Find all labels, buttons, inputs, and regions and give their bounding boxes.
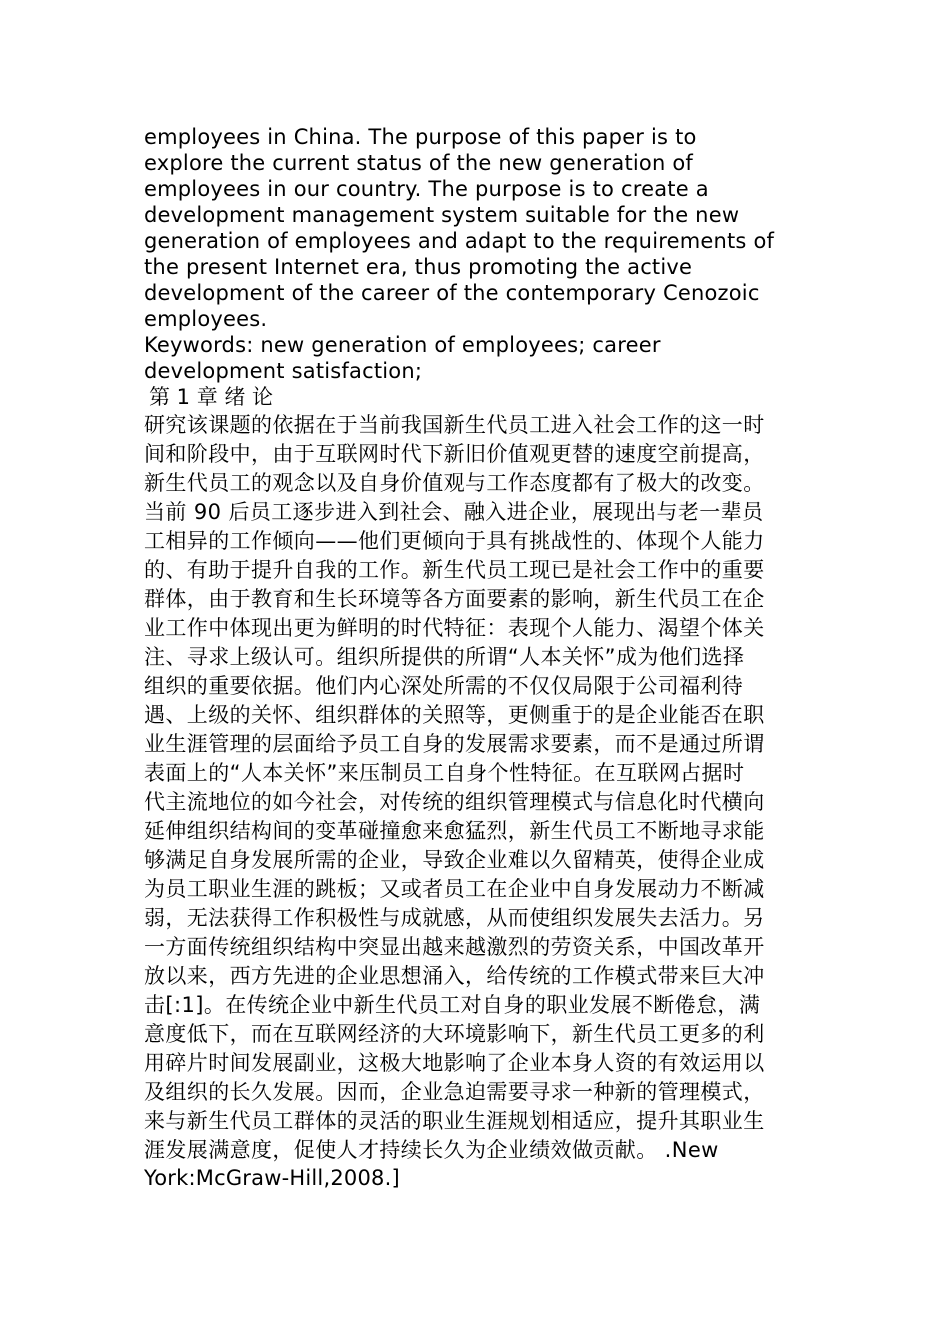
abstract-paragraph — [144, 124, 809, 332]
abstract-line: development of the career of the contemporary Cenozoic — [144, 281, 760, 305]
body-line: 用碎片时间发展副业，这极大地影响了企业本身人资的有效运用以 — [144, 1051, 765, 1075]
body-line: 击[:1]。在传统企业中新生代员工对自身的职业发展不断倦怠，满 — [144, 993, 761, 1017]
body-line: 表面上的“人本关怀”来压制员工自身个性特征。在互联网占据时 — [144, 761, 745, 785]
abstract-line: generation of employees and adapt to the requirements of — [144, 229, 775, 253]
page-content — [144, 124, 809, 1191]
body-line: 间和阶段中，由于互联网时代下新旧价值观更替的速度空前提高， — [144, 442, 765, 466]
body-line: 新生代员工的观念以及自身价值观与工作态度都有了极大的改变。 — [144, 471, 765, 495]
body-line: 及组织的长久发展。因而，企业急迫需要寻求一种新的管理模式， — [144, 1080, 765, 1104]
keywords-line: development satisfaction; — [144, 359, 423, 383]
chapter-heading: 第 1 章 绪 论 — [149, 385, 274, 409]
body-line: 工相异的工作倾向——他们更倾向于具有挑战性的、体现个人能力 — [144, 529, 765, 553]
keywords-paragraph — [144, 332, 809, 384]
body-line: 的、有助于提升自我的工作。新生代员工现已是社会工作中的重要 — [144, 558, 765, 582]
abstract-line: employees. — [144, 307, 268, 331]
body-line: 组织的重要依据。他们内心深处所需的不仅仅局限于公司福利待 — [144, 674, 744, 698]
body-line: 为员工职业生涯的跳板；又或者员工在企业中自身发展动力不断减 — [144, 877, 765, 901]
abstract-line: explore the current status of the new generation of — [144, 151, 693, 175]
abstract-line: employees in China. The purpose of this paper is to — [144, 125, 697, 149]
body-line: 业工作中体现出更为鲜明的时代特征：表现个人能力、渴望个体关 — [144, 616, 765, 640]
body-line: 代主流地位的如今社会，对传统的组织管理模式与信息化时代横向 — [144, 790, 765, 814]
body-line: 群体，由于教育和生长环境等各方面要素的影响，新生代员工在企 — [144, 587, 765, 611]
body-line: 遇、上级的关怀、组织群体的关照等，更侧重于的是企业能否在职 — [144, 703, 765, 727]
body-line: 意度低下，而在互联网经济的大环境影响下，新生代员工更多的利 — [144, 1022, 765, 1046]
abstract-line: development management system suitable for the new — [144, 203, 740, 227]
body-line: 当前 90 后员工逐步进入到社会、融入进企业，展现出与老一辈员 — [144, 500, 764, 524]
body-line: 弱，无法获得工作积极性与成就感，从而使组织发展失去活力。另 — [144, 906, 765, 930]
body-line: 够满足自身发展所需的企业，导致企业难以久留精英，使得企业成 — [144, 848, 765, 872]
body-line: 来与新生代员工群体的灵活的职业生涯规划相适应，提升其职业生 — [144, 1109, 765, 1133]
body-line: 涯发展满意度，促使人才持续长久为企业绩效做贡献。 .New — [144, 1138, 719, 1162]
body-line: 业生涯管理的层面给予员工自身的发展需求要素，而不是通过所谓 — [144, 732, 765, 756]
body-line: 放以来，西方先进的企业思想涌入，给传统的工作模式带来巨大冲 — [144, 964, 765, 988]
reference-line: York:McGraw-Hill,2008.] — [144, 1166, 400, 1190]
body-line: 注、寻求上级认可。组织所提供的所谓“人本关怀”成为他们选择 — [144, 645, 745, 669]
body-line: 研究该课题的依据在于当前我国新生代员工进入社会工作的这一时 — [144, 413, 765, 437]
keywords-line: Keywords: new generation of employees; career — [144, 333, 661, 357]
body-line: 延伸组织结构间的变革碰撞愈来愈猛烈，新生代员工不断地寻求能 — [144, 819, 765, 843]
abstract-line: the present Internet era, thus promoting the active — [144, 255, 693, 279]
abstract-line: employees in our country. The purpose is to create a — [144, 177, 709, 201]
body-line: 一方面传统组织结构中突显出越来越激烈的劳资关系，中国改革开 — [144, 935, 765, 959]
body-paragraph — [144, 411, 809, 1191]
